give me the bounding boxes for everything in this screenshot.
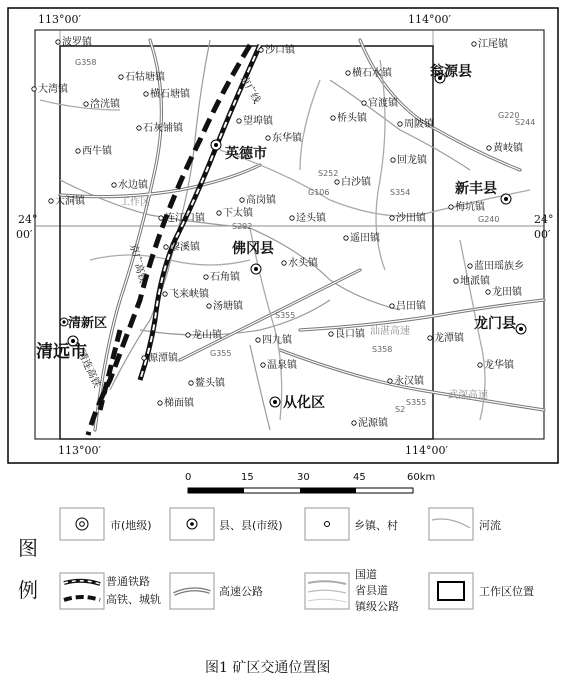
town-label: 石灰铺镇 [143,123,183,134]
town-label: 龙田镇 [492,287,522,298]
town-marker [76,149,80,153]
town-marker [186,333,190,337]
city-wengyuan: 翁源县 [430,64,472,80]
town-label: 白沙镇 [341,177,371,188]
town-marker [329,332,333,336]
legend-label-provincial-road: 省县道 [355,584,388,597]
road-code: G106 [308,188,330,197]
legend-label-national-road: 国道 [355,568,377,581]
town-marker [32,87,36,91]
town-marker [398,122,402,126]
road-code: S355 [406,398,427,407]
legend-label-railway: 普通铁路 [106,575,150,588]
town-label: 四九镇 [262,335,292,346]
town-marker [428,336,432,340]
scale-ticks [185,472,435,483]
town-label: 连江口镇 [165,213,205,224]
coord-bottom-left: 113°00′ [58,444,101,457]
town-marker [137,126,141,130]
town-label: 良口镇 [335,329,365,340]
coord-left-min: 00′ [16,228,33,241]
town-label: 回龙镇 [397,155,427,166]
rivers [60,40,470,430]
city-xinfeng: 新丰县 [455,181,497,197]
town-marker [112,183,116,187]
town-label: 梅坑镇 [455,202,485,213]
town-marker [207,304,211,308]
town-marker [163,292,167,296]
road-code: S355 [275,311,296,320]
highways-inner [60,40,544,430]
town-label: 江尾镇 [478,39,508,50]
town-marker [256,338,260,342]
town-label: 龙山镇 [192,330,222,341]
scale-bar [188,488,413,493]
town-label: 高岗镇 [246,195,276,206]
town-label: 浛洸镇 [90,99,120,110]
rail-label-jingguang: 京广线 [237,74,262,106]
town-label: 梯面镇 [164,398,194,409]
town-label: 源潭镇 [148,353,178,364]
town-marker [391,158,395,162]
town-marker [282,261,286,265]
legend-label-town: 乡镇、村 [354,519,398,532]
coord-top-left: 113°00′ [38,13,81,26]
town-marker [344,236,348,240]
town-marker [390,304,394,308]
town-label: 望埠镇 [243,116,273,127]
town-label: 龙潭镇 [434,333,464,344]
town-marker [84,102,88,106]
town-label: 官渡镇 [368,98,398,109]
town-marker [486,290,490,294]
town-label: 遥田镇 [350,233,380,244]
town-marker [388,379,392,383]
town-label: 波罗镇 [62,37,92,48]
road-code: G358 [75,58,97,67]
scale-tick-label: 45 [353,472,366,483]
town-label: 石牯塘镇 [125,72,165,83]
town-label: 水头镇 [288,258,318,269]
legend-label-river: 河流 [479,519,501,532]
legend-label-work-area: 工作区位置 [479,585,534,598]
town-label: 迳头镇 [296,213,326,224]
city-fogang: 佛冈县 [232,241,274,257]
scale-tick-label: 0 [185,472,192,483]
city-yingde: 英德市 [225,146,267,162]
town-marker [142,356,146,360]
town-marker [144,92,148,96]
highway-label-wushen: 武深高速 [448,390,488,401]
legend-label-town-road: 镇级公路 [355,600,399,613]
town-marker [472,42,476,46]
town-marker [119,75,123,79]
legend-label-hsr: 高铁、城轨 [106,593,161,606]
scale-tick-label: 60km [407,472,436,483]
road-code: S2 [395,405,406,414]
road-code: S358 [372,345,393,354]
coord-top-right: 114°00′ [408,13,451,26]
town-marker [240,198,244,202]
scale-tick-label: 15 [241,472,254,483]
town-label: 大洞镇 [55,196,85,207]
road-code: S252 [318,169,339,178]
city-qingyuan: 清远市 [36,342,87,362]
town-label: 温泉镇 [267,360,297,371]
legend-title-2: 例 [18,578,38,602]
town-label: 下太镇 [223,208,253,219]
legend-title-1: 图 [18,536,38,560]
town-marker [331,116,335,120]
legend-label-expressway: 高速公路 [219,585,263,598]
town-label: 汤塘镇 [213,301,243,312]
town-marker [159,216,163,220]
road-code: S354 [390,188,411,197]
town-marker [352,421,356,425]
town-label: 石角镇 [210,272,240,283]
town-label: 东华镇 [272,133,302,144]
town-marker [261,363,265,367]
coord-left-lat: 24° [18,213,38,226]
town-marker [189,381,193,385]
town-label: 龙华镇 [484,360,514,371]
coord-bottom-right: 114°00′ [405,444,448,457]
town-marker [164,245,168,249]
town-label: 西牛镇 [82,146,112,157]
town-label: 沙田镇 [396,213,426,224]
scale-tick-label: 30 [297,472,310,483]
town-label: 横石塘镇 [150,89,190,100]
town-marker [217,211,221,215]
town-label: 大湾镇 [38,84,68,95]
highway-label-shanzhan: 汕湛高速 [370,326,410,337]
town-marker [346,71,350,75]
town-marker [290,216,294,220]
town-marker [390,216,394,220]
town-marker [362,101,366,105]
legend-label-prefecture-city: 市(地级) [110,519,152,532]
town-label: 飞来峡镇 [169,289,209,300]
town-label: 横石水镇 [352,68,392,79]
town-label: 黎溪镇 [170,242,200,253]
town-marker [468,264,472,268]
road-code: S244 [515,118,536,127]
figure-caption: 图1 矿区交通位置图 [205,660,331,676]
town-marker [449,205,453,209]
town-label: 永汉镇 [394,376,424,387]
town-marker [454,279,458,283]
major-cities [36,63,526,411]
city-qingxin: 清新区 [68,316,108,331]
town-label: 吕田镇 [396,301,426,312]
town-marker [487,146,491,150]
city-conghua: 从化区 [283,395,325,411]
town-marker [266,136,270,140]
town-marker [204,275,208,279]
road-code: S292 [232,222,253,231]
town-label: 水边镇 [118,180,148,191]
town-label: 泥源镇 [358,418,388,429]
coord-right-min: 00′ [534,228,551,241]
town-marker [56,40,60,44]
town-marker [259,48,263,52]
town-label: 沙口镇 [265,45,295,56]
town-label: 蓝田瑶族乡 [474,261,524,272]
town-label: 黄岐镇 [493,143,523,154]
road-code: G240 [478,215,500,224]
coord-right-lat: 24° [534,213,554,226]
town-marker [335,180,339,184]
town-marker [237,119,241,123]
work-area-label: 工作区 [120,197,150,208]
town-marker [49,199,53,203]
road-code: G355 [210,349,232,358]
town-marker [478,363,482,367]
legend-label-county: 县、县(市级) [219,519,283,532]
highways [60,40,544,430]
town-label: 桥头镇 [337,113,367,124]
town-label: 地派镇 [460,276,490,287]
road-code: G220 [498,111,520,120]
rail-label-jingguang-hsr: 京广高铁 [127,242,149,285]
rail-label-qinglian-hsr: 清连高铁 [75,348,103,390]
towns [32,35,524,429]
city-longmen: 龙门县 [474,316,516,332]
town-label: 鳌头镇 [195,378,225,389]
town-marker [158,401,162,405]
town-label: 周陂镇 [404,119,434,130]
